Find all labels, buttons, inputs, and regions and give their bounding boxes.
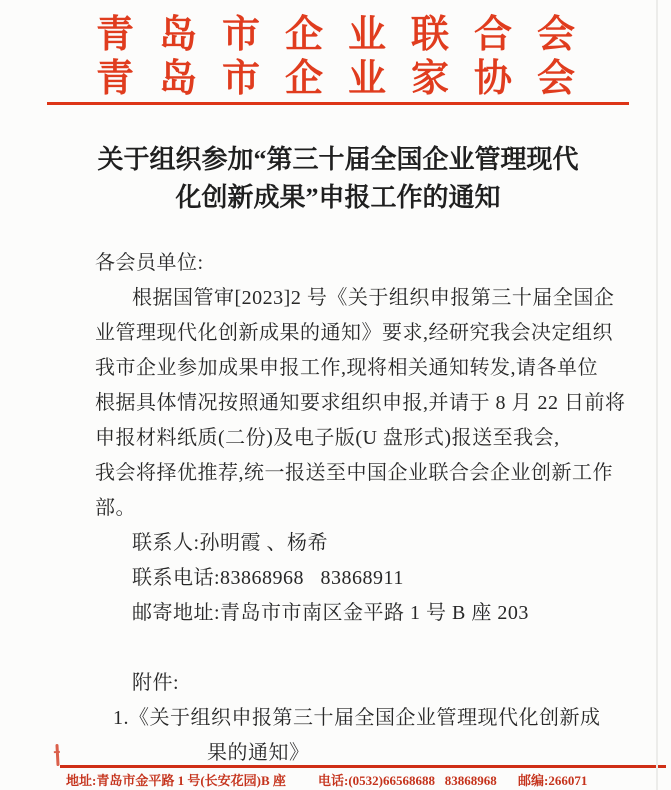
paragraph-line: 部。: [95, 497, 136, 519]
paragraph-line: 我市企业参加成果申报工作,现将相关通知转发,请各单位: [95, 357, 598, 379]
scan-edge-line: [656, 0, 658, 790]
title-line2: 化创新成果”申报工作的通知: [175, 183, 501, 212]
footer-info-row: [66, 770, 671, 790]
contact-person: 联系人:孙明霞 、杨希: [132, 532, 329, 554]
attachment-item-line1: 1.《关于组织申报第三十届全国企业管理现代化创新成: [113, 707, 601, 729]
salutation: 各会员单位:: [95, 252, 204, 274]
contact-phone: 联系电话:83868968 83868911: [132, 567, 404, 589]
spacer: [95, 631, 587, 666]
document-title: [55, 141, 621, 217]
paragraph-line: 根据国管审[2023]2 号《关于组织申报第三十届全国企: [132, 287, 615, 309]
header-divider: [47, 102, 629, 105]
footer-address: 地址:青岛市金平路 1 号(长安花园)B 座: [66, 773, 286, 788]
mailing-address: 邮寄地址:青岛市市南区金平路 1 号 B 座 203: [132, 602, 529, 624]
footer-divider: [60, 765, 666, 768]
title-line1: 关于组织参加“第三十届全国企业管理现代: [97, 145, 579, 174]
letterhead: [0, 13, 671, 101]
attachment-item-line2: 果的通知》: [207, 742, 310, 764]
attachment-label: 附件:: [132, 672, 180, 694]
paragraph-line: 业管理现代化创新成果的通知》要求,经研究我会决定组织: [95, 322, 613, 344]
scan-artifact-mark: [55, 744, 59, 766]
org-name-line1: 青岛市企业联合会: [95, 14, 600, 56]
document-body: [95, 246, 626, 771]
org-name-line2: 青岛市企业家协会: [95, 58, 600, 100]
paragraph-line: 根据具体情况按照通知要求组织申报,并请于 8 月 22 日前将: [95, 392, 626, 414]
footer-phone: 电话:(0532)66568688 83868968: [318, 773, 497, 788]
footer-postal-code: 邮编:266071: [518, 773, 588, 788]
paragraph-line: 我会将择优推荐,统一报送至中国企业联合会企业创新工作: [95, 462, 613, 484]
paragraph-line: 申报材料纸质(二份)及电子版(U 盘形式)报送至我会,: [95, 427, 560, 449]
